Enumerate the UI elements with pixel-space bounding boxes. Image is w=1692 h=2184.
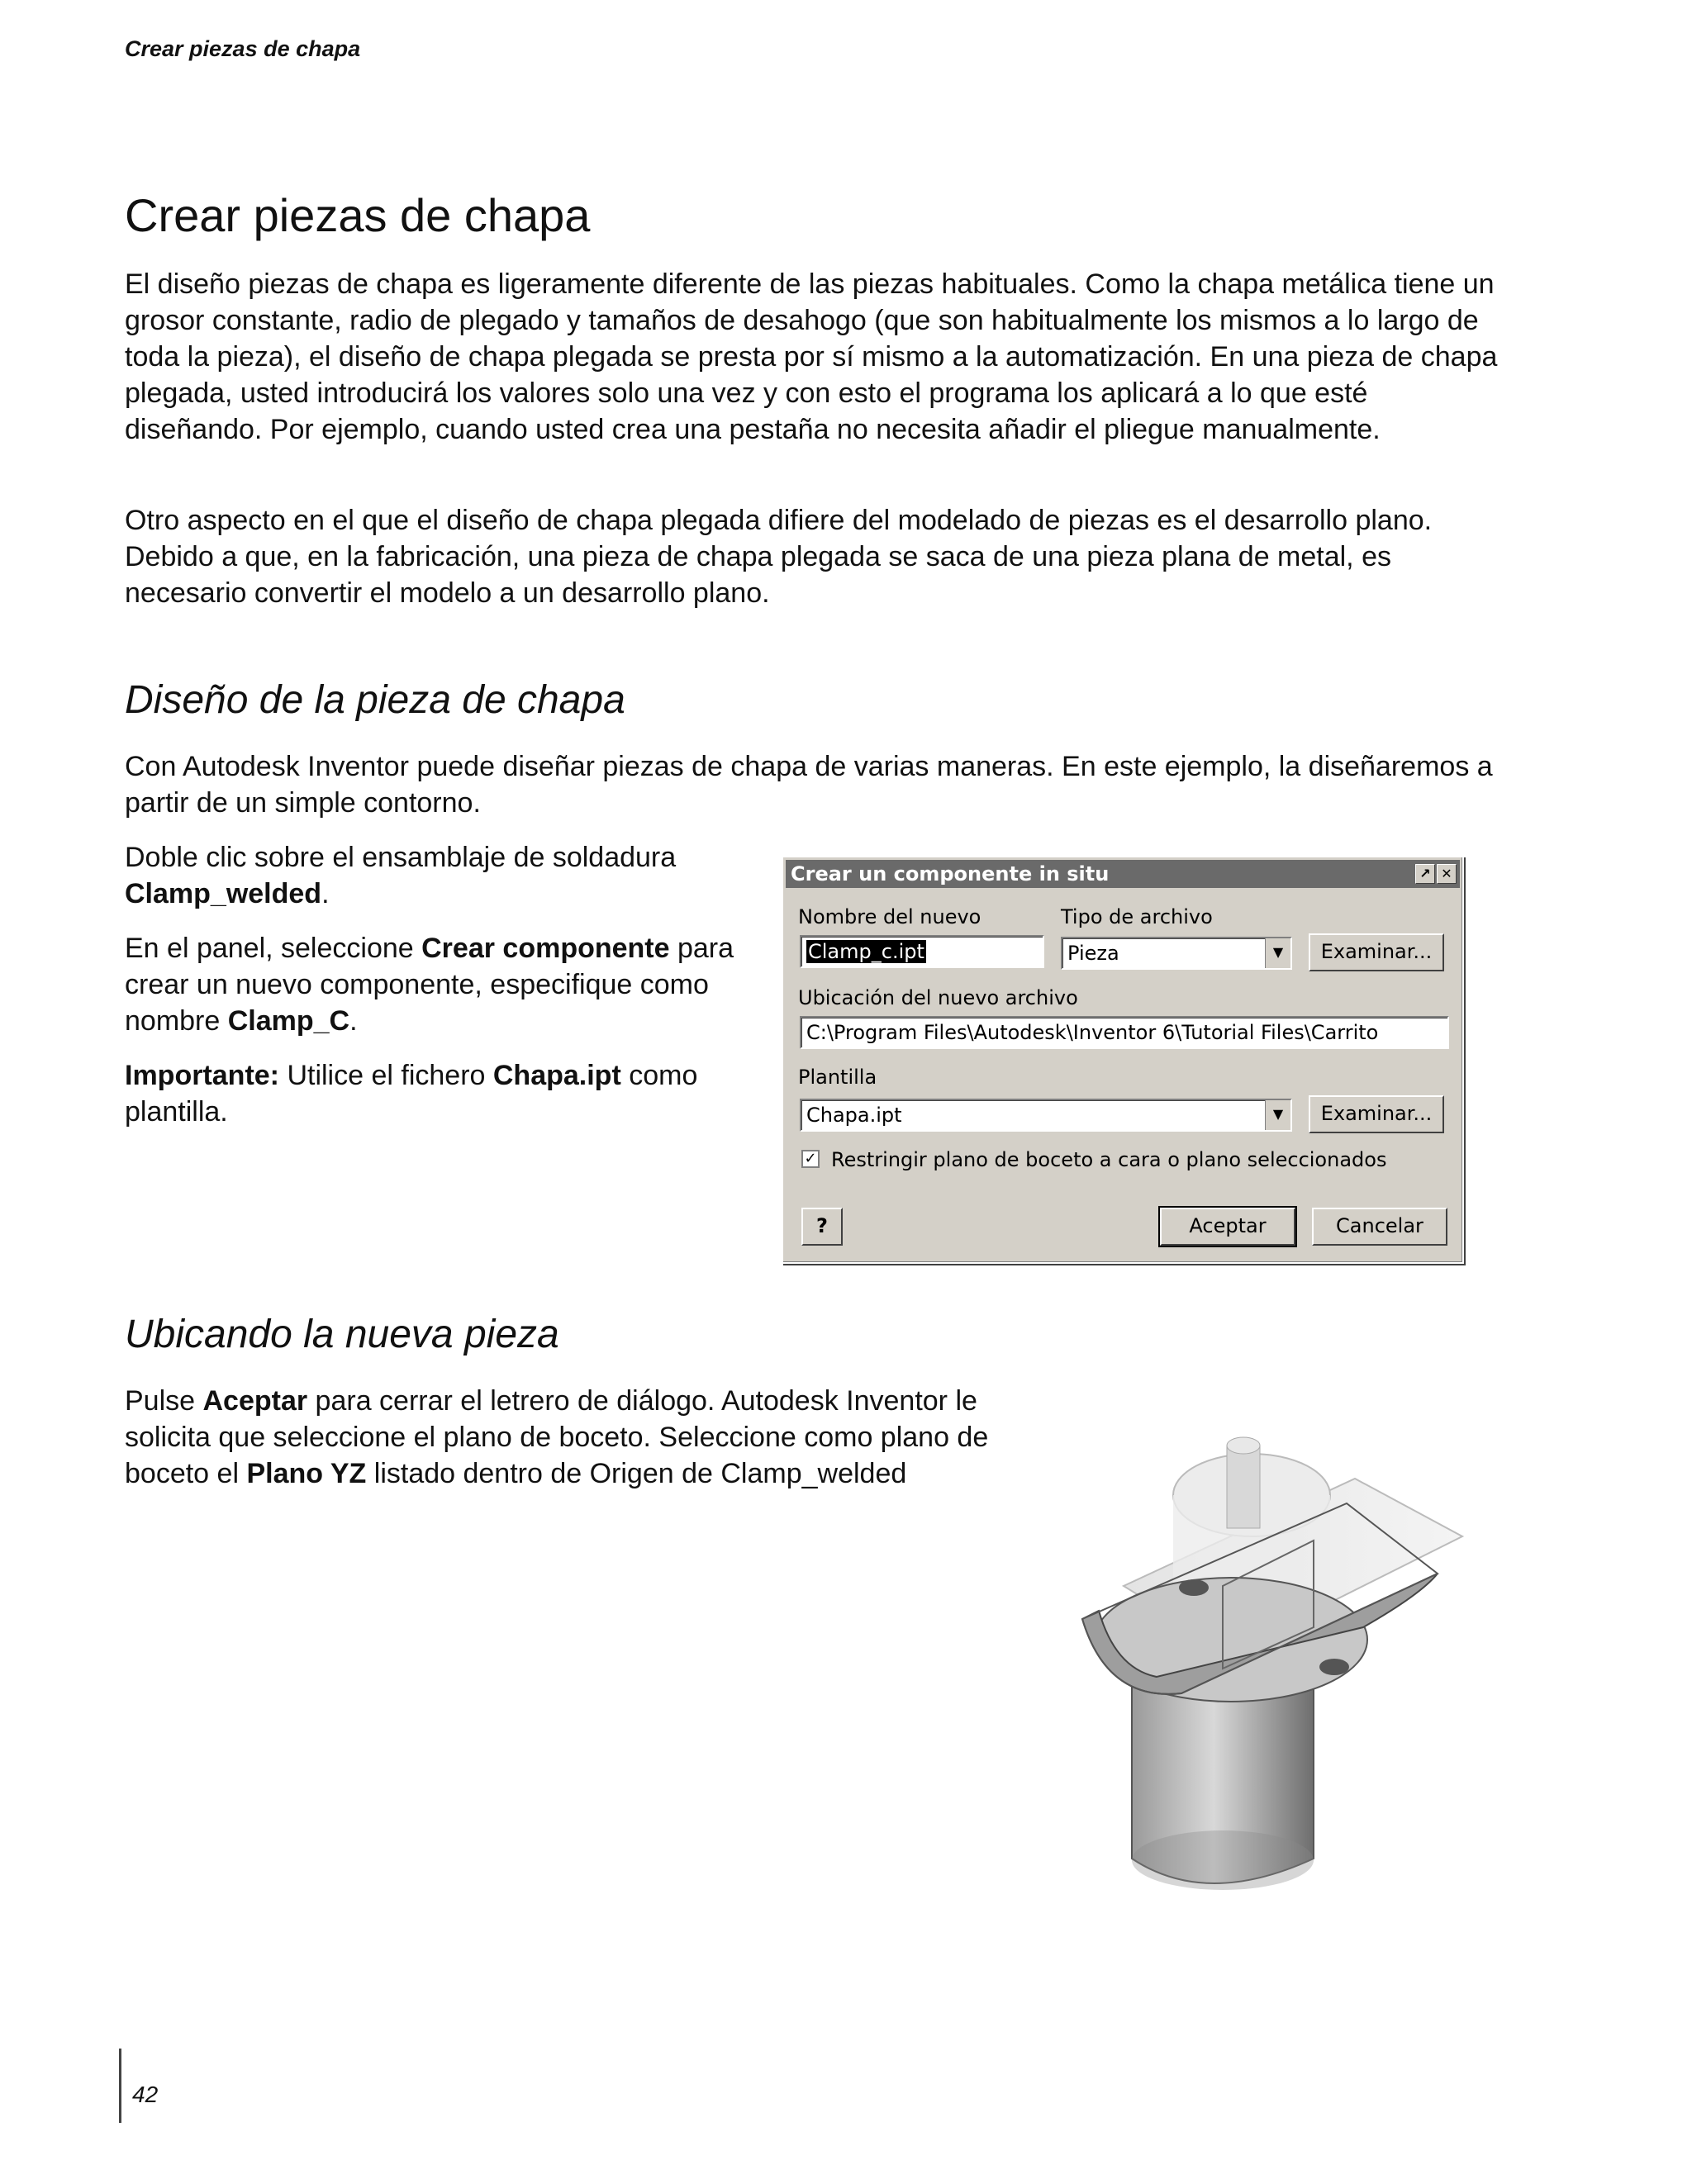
cancel-button[interactable]: Cancelar [1312,1208,1447,1246]
browse-template-button[interactable]: Examinar... [1309,1095,1444,1133]
page-number: 42 [132,2082,159,2107]
page-rule [119,2049,121,2123]
template-select[interactable]: Chapa.ipt ▼ [800,1099,1292,1132]
step-create-component: En el panel, seleccione Crear componente para crear un nuevo componente, especifique como nombre Clamp_C. [125,933,734,1037]
name-label: Nombre del nuevo [798,905,981,928]
close-icon[interactable]: ✕ [1437,864,1457,884]
chevron-down-icon[interactable]: ▼ [1265,938,1290,968]
placement-paragraph: Pulse Aceptar para cerrar el letrero de diálogo. Autodesk Inventor le solicita que seleccione el plano de boceto. Seleccione como plano de boceto el Plano YZ listado dentro de Origen de Clamp_welded [125,1385,989,1489]
section-heading-placement: Ubicando la nueva pieza [125,1313,559,1356]
ok-button[interactable]: Aceptar [1160,1208,1295,1246]
help-icon[interactable]: ? [801,1208,843,1246]
design-intro-paragraph: Con Autodesk Inventor puede diseñar piezas de chapa de varias maneras. En este ejemplo, la diseñaremos a partir de un simple contorno. [125,751,1493,819]
section-heading-design: Diseño de la pieza de chapa [125,678,625,722]
clamp-part-illustration [1074,1429,1471,1892]
name-input[interactable]: Clamp_c.ipt [800,935,1044,968]
file-type-select[interactable]: Pieza ▼ [1061,937,1292,970]
running-header: Crear piezas de chapa [125,36,361,61]
chevron-down-icon[interactable]: ▼ [1265,1100,1290,1130]
intro-paragraph: El diseño piezas de chapa es ligeramente diferente de las piezas habituales. Como la chapa metálica tiene un grosor constante, radio de plegado y tamaños de desahogo (que son habitualmente los mismos a lo largo de toda la pieza), el diseño de chapa plegada se presta por sí mismo a la automatización. En una pieza de chapa plegada, usted introducirá los valores solo una vez y con esto el programa los aplicará a lo que esté diseñando. Por ejemplo, cuando usted crea una pestaña no necesita añadir el pliegue manualmente. [125,268,1498,445]
create-component-dialog [782,856,1464,1264]
restrict-sketch-label: Restringir plano de boceto a cara o plano seleccionados [831,1148,1387,1171]
restrict-sketch-checkbox[interactable]: ✓ [801,1150,820,1168]
page-title: Crear piezas de chapa [125,189,591,241]
pin-icon[interactable]: ↗ [1415,864,1435,884]
browse-type-button[interactable]: Examinar... [1309,933,1444,971]
step-important-note: Importante: Utilice el fichero Chapa.ipt como plantilla. [125,1060,698,1128]
step-double-click: Doble clic sobre el ensamblaje de soldadura Clamp_welded. [125,842,677,909]
template-label: Plantilla [798,1066,877,1089]
location-label: Ubicación del nuevo archivo [798,986,1078,1009]
flat-pattern-paragraph: Otro aspecto en el que el diseño de chapa plegada difiere del modelado de piezas es el desarrollo plano. Debido a que, en la fabricación, una pieza de chapa plegada se saca de una pieza plana de metal, es necesario convertir el modelo a un desarrollo plano. [125,505,1433,609]
dialog-title: Crear un componente in situ [791,862,1110,885]
file-type-label: Tipo de archivo [1061,905,1213,928]
dialog-title-bar [786,860,1460,888]
location-input[interactable]: C:\Program Files\Autodesk\Inventor 6\Tutorial Files\Carrito [800,1016,1449,1049]
